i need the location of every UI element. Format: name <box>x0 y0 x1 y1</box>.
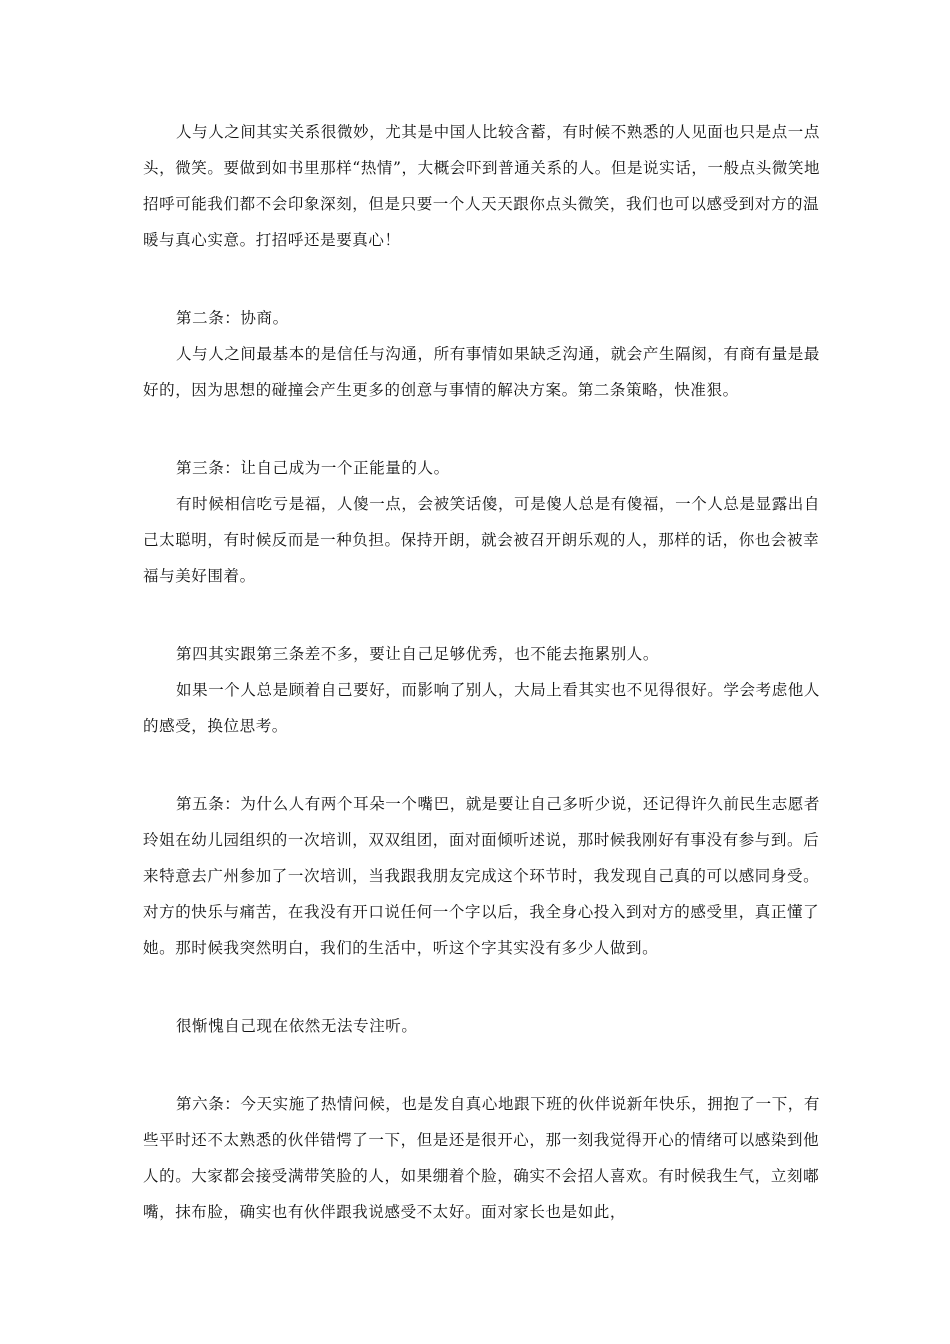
paragraph-reflection: 很惭愧自己现在依然无法专注听。 <box>176 1017 418 1035</box>
heading-rule-two: 第二条：协商。 <box>176 309 289 327</box>
paragraph-rule-four-intro: 第四其实跟第三条差不多，要让自己足够优秀，也不能去拖累别人。 <box>176 645 660 663</box>
paragraph-rule-six: 第六条：今天实施了热情问候，也是发自真心地跟下班的伙伴说新年快乐，拥抱了一下，有些平时还不太熟悉的伙伴错愕了一下，但是还是很开心，那一刻我觉得开心的情绪可以感染到他人的。大家都会接受满带笑脸的人，如果绷着个脸，确实不会招人喜欢。有时候我生气，立刻嘟嘴，抹布脸，确实也有伙伴跟我说感受不太好。面对家长也是如此， <box>143 1095 821 1221</box>
paragraph-greeting: 人与人之间其实关系很微妙，尤其是中国人比较含蓄，有时候不熟悉的人见面也只是点一点头，微笑。要做到如书里那样“热情”，大概会吓到普通关系的人。但是说实话，一般点头微笑地招呼可能我们都不会印象深刻，但是只要一个人天天跟你点头微笑，我们也可以感受到对方的温暖与真心实意。打招呼还是要真心！ <box>143 123 821 249</box>
paragraph-rule-five: 第五条：为什么人有两个耳朵一个嘴巴，就是要让自己多听少说，还记得许久前民生志愿者玲姐在幼儿园组织的一次培训，双双组团，面对面倾听述说，那时候我刚好有事没有参与到。后来特意去广州参加了一次培训，当我跟我朋友完成这个环节时，我发现自己真的可以感同身受。对方的快乐与痛苦，在我没有开口说任何一个字以后，我全身心投入到对方的感受里，真正懂了她。那时候我突然明白，我们的生活中，听这个字其实没有多少人做到。 <box>143 795 821 957</box>
paragraph-rule-two: 人与人之间最基本的是信任与沟通，所有事情如果缺乏沟通，就会产生隔阂，有商有量是最好的，因为思想的碰撞会产生更多的创意与事情的解决方案。第二条策略，快准狠。 <box>143 345 821 399</box>
paragraph-rule-four: 如果一个人总是顾着自己要好，而影响了别人，大局上看其实也不见得很好。学会考虑他人的感受，换位思考。 <box>143 681 821 735</box>
heading-rule-three: 第三条：让自己成为一个正能量的人。 <box>176 459 450 477</box>
paragraph-rule-three: 有时候相信吃亏是福，人傻一点，会被笑话傻，可是傻人总是有傻福，一个人总是显露出自己太聪明，有时候反而是一种负担。保持开朗，就会被召开朗乐观的人，那样的话，你也会被幸福与美好围着。 <box>143 495 821 585</box>
